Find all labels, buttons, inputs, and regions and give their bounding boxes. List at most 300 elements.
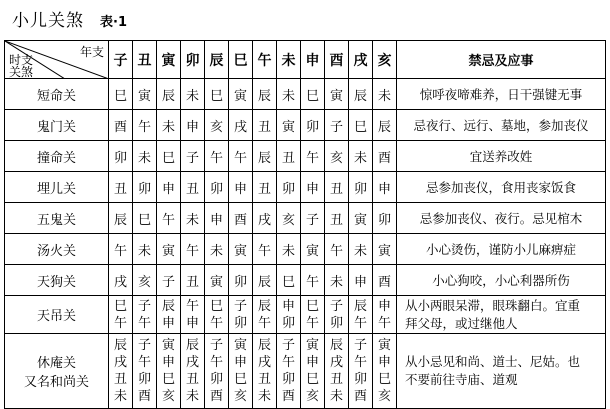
branch-cell [157,110,181,141]
branch-char: 未 [257,389,271,404]
branch-char: 辰 [329,338,343,353]
branch-cell [205,334,229,409]
branch-char: 戌 [329,355,343,370]
branch-char: 未 [281,88,295,104]
branch-char: 寅 [161,243,175,259]
effect-cell [397,334,606,409]
branch-char: 申 [185,119,199,135]
branch-cell [373,334,397,409]
branch-char: 丑 [257,372,271,387]
branch-cell [181,203,205,234]
effect-cell [397,296,606,334]
branch-char: 酉 [113,119,127,135]
branch-char: 申 [161,315,175,331]
effect-line: 小心狗咬，小心利器所伤 [432,273,570,288]
branch-char: 卯 [353,181,367,197]
branch-char: 未 [209,243,223,259]
branch-cell [349,141,373,172]
guan-name-line: 五鬼关 [36,212,76,228]
branch-char: 辰 [113,338,127,353]
branch-cell [349,234,373,265]
branch-char: 午 [209,315,223,331]
branch-char: 午 [209,355,223,370]
branch-char: 戌 [185,355,199,370]
branch-char: 巳 [305,298,319,314]
branch-cell [253,203,277,234]
branch-char: 酉 [281,389,295,404]
branch-char: 卯 [137,181,151,197]
branch-char: 丑 [113,372,127,387]
branch-char: 巳 [113,88,127,104]
effect-line: 宜送养改姓 [469,149,533,164]
branch-header: 未 [277,41,301,79]
branch-header: 寅 [157,41,181,79]
effect-line: 忌参加丧仪、夜行。忌见棺木 [419,211,583,226]
branch-cell [181,234,205,265]
branch-char: 寅 [377,338,391,353]
branch-char: 戌 [113,355,127,370]
table-row [5,234,606,265]
branch-cell [325,203,349,234]
branch-cell [229,265,253,296]
branch-char: 申 [233,181,247,197]
branch-char: 戌 [233,119,247,135]
branch-char: 寅 [137,88,151,104]
branch-cell [109,141,133,172]
branch-char: 酉 [137,389,151,404]
branch-char: 辰 [257,298,271,314]
branch-char: 未 [185,88,199,104]
branch-char: 酉 [209,389,223,404]
branch-cell [133,110,157,141]
branch-header: 戌 [349,41,373,79]
branch-cell [205,296,229,334]
branch-char: 未 [137,243,151,259]
branch-char: 申 [377,181,391,197]
branch-cell [157,296,181,334]
branch-cell [373,110,397,141]
branch-char: 午 [113,243,127,259]
branch-char: 卯 [113,150,127,166]
branch-char: 寅 [209,274,223,290]
branch-char: 卯 [209,181,223,197]
effect-line: 从小忌见和尚、道士、尼姑。也 [405,354,581,369]
branch-char: 卯 [233,315,247,331]
branch-char: 亥 [305,389,319,404]
branch-cell [157,203,181,234]
branch-cell [229,172,253,203]
branch-cell [349,334,373,409]
branch-cell [133,79,157,110]
effect-line: 惊呼夜啼难养，日干强键无事 [419,87,583,102]
guan-name-line: 撞命关 [36,150,76,166]
branch-char: 午 [113,315,127,331]
branch-char: 巳 [209,298,223,314]
branch-cell [205,110,229,141]
effect-line: 小心烫伤，谨防小儿麻痹症 [425,242,576,257]
branch-cell [253,141,277,172]
branch-char: 卯 [305,119,319,135]
branch-cell [181,79,205,110]
branch-cell [277,79,301,110]
branch-cell [181,172,205,203]
guan-name-line: 天狗关 [36,274,76,290]
branch-char: 亥 [377,389,391,404]
corner-label-hour-branch: 时支 [9,53,34,67]
branch-char: 卯 [233,274,247,290]
branch-cell [109,110,133,141]
branch-char: 午 [185,298,199,314]
branch-header: 卯 [181,41,205,79]
branch-char: 午 [161,212,175,228]
branch-cell [301,172,325,203]
branch-cell [301,203,325,234]
branch-char: 戌 [257,212,271,228]
branch-char: 辰 [377,119,391,135]
title-row [12,6,127,32]
branch-cell [109,265,133,296]
branch-cell [157,334,181,409]
branch-char: 未 [281,243,295,259]
branch-char: 寅 [161,338,175,353]
branch-char: 巳 [161,372,175,387]
branch-header: 申 [301,41,325,79]
branch-cell [229,334,253,409]
branch-char: 丑 [185,181,199,197]
table-row [5,141,606,172]
branch-cell [133,203,157,234]
branch-cell [301,141,325,172]
table-row [5,110,606,141]
table-row [5,296,606,334]
page-title: 小儿关煞 [12,11,84,31]
branch-cell [133,296,157,334]
branch-cell [253,296,277,334]
table-row [5,79,606,110]
branch-cell [277,234,301,265]
branch-header: 辰 [205,41,229,79]
branch-char: 巳 [137,212,151,228]
branch-char: 未 [161,119,175,135]
branch-char: 丑 [185,372,199,387]
branch-cell [157,141,181,172]
branch-char: 子 [329,119,343,135]
branch-cell [205,79,229,110]
branch-char: 午 [233,150,247,166]
branch-char: 戌 [257,355,271,370]
branch-char: 午 [137,119,151,135]
branch-char: 辰 [113,212,127,228]
branch-cell [253,265,277,296]
branch-char: 午 [209,150,223,166]
guan-name-cell [5,79,109,110]
branch-cell [205,203,229,234]
branch-char: 午 [377,315,391,331]
branch-cell [325,265,349,296]
effect-cell [397,79,606,110]
branch-char: 午 [137,315,151,331]
guan-name-line: 埋儿关 [36,181,76,197]
branch-cell [373,265,397,296]
branch-char: 子 [161,274,175,290]
branch-char: 亥 [137,274,151,290]
branch-cell [229,141,253,172]
branch-cell [253,110,277,141]
branch-char: 巳 [305,88,319,104]
branch-char: 酉 [377,274,391,290]
branch-char: 辰 [185,338,199,353]
branch-char: 卯 [281,315,295,331]
branch-char: 巳 [305,372,319,387]
branch-char: 申 [281,298,295,314]
branch-char: 申 [161,355,175,370]
branch-cell [181,265,205,296]
branch-char: 酉 [233,212,247,228]
guan-name-cell [5,334,109,409]
guan-name-line: 短命关 [36,88,76,104]
corner-label-guan-sha: 关煞 [9,65,34,79]
branch-cell [301,265,325,296]
branch-cell [325,334,349,409]
branch-cell [277,265,301,296]
guan-name-line: 汤火关 [36,243,76,259]
branch-cell [349,110,373,141]
effect-header: 禁忌及应事 [397,41,606,79]
branch-char: 未 [329,389,343,404]
branch-char: 丑 [185,274,199,290]
branch-char: 子 [353,338,367,353]
branch-cell [373,234,397,265]
branch-cell [181,141,205,172]
branch-char: 寅 [353,212,367,228]
branch-char: 寅 [233,88,247,104]
branch-cell [109,172,133,203]
branch-cell [373,203,397,234]
branch-char: 申 [233,355,247,370]
effect-cell [397,234,606,265]
table-body [5,79,606,409]
branch-char: 卯 [209,372,223,387]
branch-char: 子 [305,212,319,228]
branch-cell [157,265,181,296]
branch-cell [253,79,277,110]
branch-char: 卯 [281,372,295,387]
branch-cell [349,265,373,296]
branch-char: 申 [185,315,199,331]
branch-char: 申 [353,274,367,290]
branch-cell [301,296,325,334]
guan-name-cell [5,234,109,265]
branch-char: 巳 [113,298,127,314]
branch-cell [157,172,181,203]
branch-char: 卯 [353,372,367,387]
branch-char: 午 [353,315,367,331]
branch-char: 申 [305,355,319,370]
branch-cell [181,110,205,141]
branch-char: 辰 [161,88,175,104]
branch-cell [373,141,397,172]
branch-cell [205,234,229,265]
branch-char: 戌 [113,274,127,290]
branch-char: 子 [209,338,223,353]
branch-char: 辰 [257,88,271,104]
branch-cell [277,296,301,334]
guan-name-cell [5,296,109,334]
branch-char: 寅 [281,119,295,135]
branch-char: 寅 [377,243,391,259]
guan-name-cell [5,141,109,172]
branch-char: 酉 [377,150,391,166]
branch-char: 寅 [305,243,319,259]
branch-cell [229,234,253,265]
effect-cell [397,172,606,203]
branch-char: 辰 [161,298,175,314]
effect-line: 从小两眼呆滞，眼珠翻白。宜重 [405,297,581,313]
branch-cell [229,296,253,334]
branch-char: 午 [257,315,271,331]
branch-char: 午 [305,150,319,166]
branch-cell [253,334,277,409]
branch-char: 巳 [281,274,295,290]
branch-cell [349,172,373,203]
branch-char: 申 [305,181,319,197]
branch-cell [325,296,349,334]
branch-cell [349,203,373,234]
branch-char: 午 [353,355,367,370]
branch-char: 卯 [281,181,295,197]
effect-line: 不要前往寺庙、道观 [405,372,518,387]
branch-cell [229,110,253,141]
effect-cell [397,265,606,296]
branch-char: 辰 [353,298,367,314]
branch-char: 寅 [233,338,247,353]
branch-cell [301,110,325,141]
branch-char: 巳 [161,150,175,166]
branch-char: 午 [305,315,319,331]
table-number: 表·1 [100,15,127,30]
branch-char: 丑 [257,119,271,135]
branch-cell [133,172,157,203]
branch-char: 亥 [209,119,223,135]
branch-cell [277,172,301,203]
branch-char: 辰 [257,150,271,166]
branch-char: 子 [185,150,199,166]
branch-char: 巳 [233,372,247,387]
branch-char: 巳 [209,88,223,104]
branch-char: 未 [377,88,391,104]
branch-char: 午 [137,355,151,370]
corner-header [5,41,109,79]
branch-char: 午 [329,243,343,259]
branch-char: 丑 [113,181,127,197]
branch-cell [253,172,277,203]
branch-cell [301,334,325,409]
branch-char: 亥 [281,212,295,228]
branch-char: 申 [377,355,391,370]
branch-header: 亥 [373,41,397,79]
effect-cell [397,141,606,172]
branch-char: 巳 [353,119,367,135]
corner-label-year-branch: 年支 [79,45,104,59]
branch-char: 辰 [353,88,367,104]
guan-name-cell [5,203,109,234]
table-row [5,265,606,296]
branch-char: 亥 [161,389,175,404]
branch-cell [109,203,133,234]
branch-char: 午 [257,243,271,259]
guan-name-cell [5,172,109,203]
branch-cell [301,79,325,110]
branch-char: 子 [137,298,151,314]
branch-char: 辰 [257,338,271,353]
branch-header: 丑 [133,41,157,79]
branch-cell [349,79,373,110]
branch-char: 申 [161,181,175,197]
branch-cell [277,334,301,409]
branch-char: 寅 [305,338,319,353]
branch-cell [373,296,397,334]
branch-char: 午 [185,243,199,259]
effect-line: 忌参加丧仪，食用丧家饭食 [425,180,576,195]
branch-char: 午 [305,274,319,290]
guan-name-line: 天吊关 [36,309,76,324]
branch-char: 子 [281,338,295,353]
branch-char: 辰 [257,274,271,290]
table-row [5,334,606,409]
guan-name-cell [5,265,109,296]
branch-char: 亥 [233,389,247,404]
branch-char: 寅 [233,243,247,259]
branch-char: 丑 [329,372,343,387]
effect-line: 忌夜行、远行、墓地，参加丧仪 [413,118,589,133]
branch-char: 子 [233,298,247,314]
branch-char: 申 [209,212,223,228]
branch-char: 丑 [329,181,343,197]
branch-cell [229,203,253,234]
guan-name-line: 鬼门关 [36,119,76,135]
branch-cell [229,79,253,110]
branch-cell [133,334,157,409]
branch-cell [109,334,133,409]
branch-char: 未 [137,150,151,166]
branch-cell [373,79,397,110]
branch-cell [133,265,157,296]
branch-cell [253,234,277,265]
branch-header: 子 [109,41,133,79]
branch-cell [325,141,349,172]
branch-char: 丑 [281,150,295,166]
branch-char: 未 [185,212,199,228]
branch-cell [325,79,349,110]
branch-char: 未 [329,274,343,290]
guan-name-cell [5,110,109,141]
branch-char: 巳 [377,372,391,387]
branch-cell [325,110,349,141]
branch-cell [109,234,133,265]
branch-header: 午 [253,41,277,79]
guan-sha-table [4,40,606,409]
branch-char: 子 [329,298,343,314]
branch-cell [277,110,301,141]
table-row [5,172,606,203]
branch-cell [277,141,301,172]
branch-char: 卯 [137,372,151,387]
table-row [5,203,606,234]
branch-char: 丑 [257,181,271,197]
branch-char: 子 [137,338,151,353]
guan-name-line: 又名和尚关 [23,375,89,390]
branch-cell [157,234,181,265]
